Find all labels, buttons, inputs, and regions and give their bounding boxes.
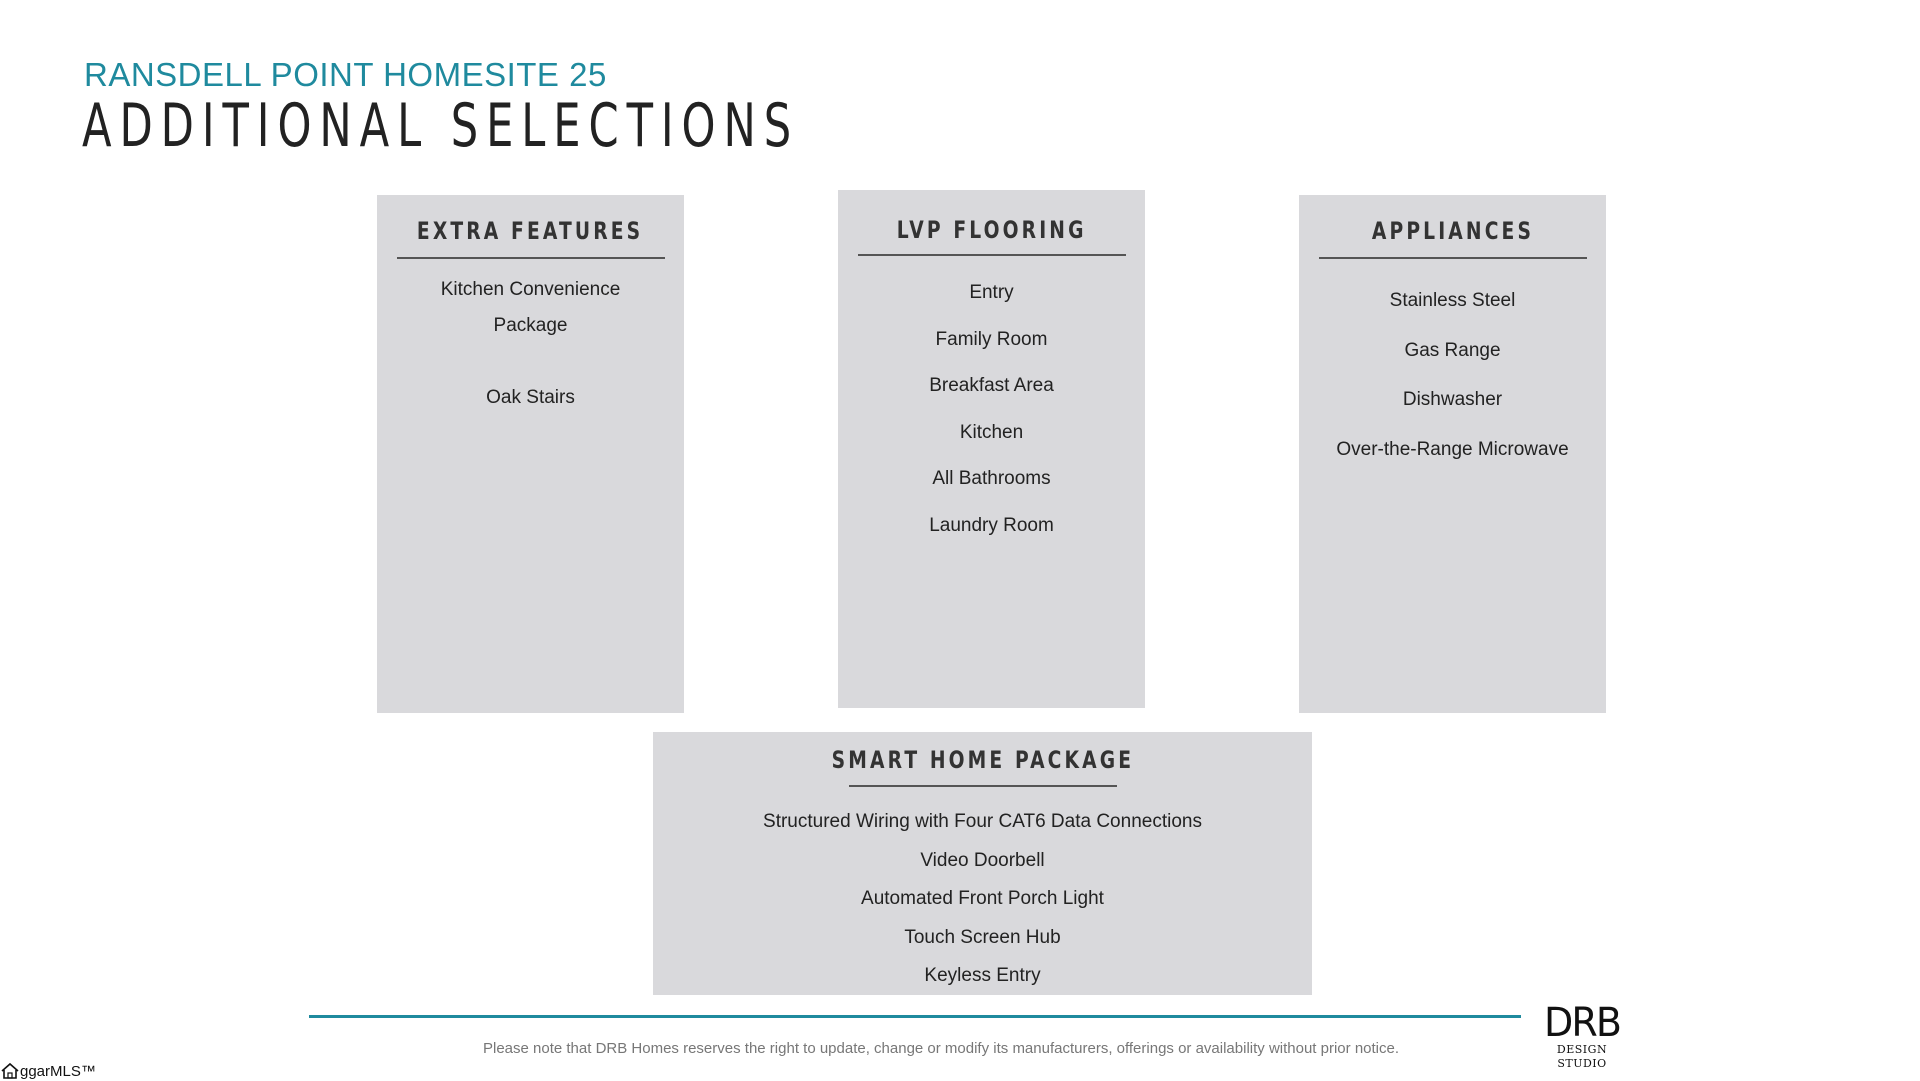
flooring-list: [838, 270, 1145, 549]
page-subtitle: RANSDELL POINT HOMESITE 25: [84, 56, 607, 93]
list-item: Gas Range: [1404, 339, 1501, 361]
list-item: Kitchen Convenience Package: [440, 279, 621, 336]
panel-heading: EXTRA FEATURES: [417, 217, 644, 245]
drb-design-studio-logo: [1534, 1000, 1630, 1070]
appliances-panel: [1299, 195, 1606, 713]
list-item: Video Doorbell: [920, 849, 1045, 871]
lvp-flooring-panel: [838, 190, 1145, 708]
list-item: Dishwasher: [1402, 389, 1503, 411]
list-item: Laundry Room: [929, 514, 1054, 536]
list-item: Oak Stairs: [486, 387, 575, 408]
list-item: Over-the-Range Microwave: [1336, 438, 1569, 460]
list-item: Breakfast Area: [929, 375, 1054, 396]
mls-watermark: [0, 1061, 96, 1081]
list-item: Stainless Steel: [1389, 290, 1516, 311]
list-item: Automated Front Porch Light: [861, 888, 1104, 909]
panel-heading: SMART HOME PACKAGE: [831, 746, 1134, 774]
page-title: ADDITIONAL SELECTIONS: [82, 91, 800, 161]
list-item: Kitchen: [959, 421, 1024, 443]
extra-features-panel: [377, 195, 684, 713]
appliance-list: [1299, 276, 1606, 474]
list-item: Family Room: [935, 328, 1048, 350]
disclaimer-text: Please note that DRB Homes reserves the right to update, change or modify its manufacturers, offerings or availability without prior notice.: [483, 1040, 1400, 1057]
smart-home-list: [653, 803, 1312, 996]
house-icon: [0, 1061, 20, 1081]
smart-home-panel: [653, 732, 1312, 995]
heading-divider: [858, 254, 1126, 256]
heading-divider: [397, 257, 665, 259]
footer-divider: [309, 1015, 1521, 1018]
list-item: All Bathrooms: [932, 468, 1051, 489]
logo-subtext: DESIGN STUDIO: [1556, 1043, 1608, 1070]
mls-label: ggarMLS™: [20, 1062, 96, 1080]
heading-divider: [1319, 257, 1587, 259]
list-item: Keyless Entry: [924, 965, 1041, 986]
logo-mark: DRB: [1543, 1000, 1621, 1046]
heading-divider: [849, 785, 1117, 787]
feature-list: [377, 272, 684, 416]
panel-heading: LVP FLOORING: [896, 216, 1087, 244]
list-item: Structured Wiring with Four CAT6 Data Connections: [763, 811, 1202, 832]
panel-heading: APPLIANCES: [1371, 217, 1534, 245]
list-item: Touch Screen Hub: [904, 926, 1061, 948]
list-item: Entry: [969, 282, 1014, 303]
